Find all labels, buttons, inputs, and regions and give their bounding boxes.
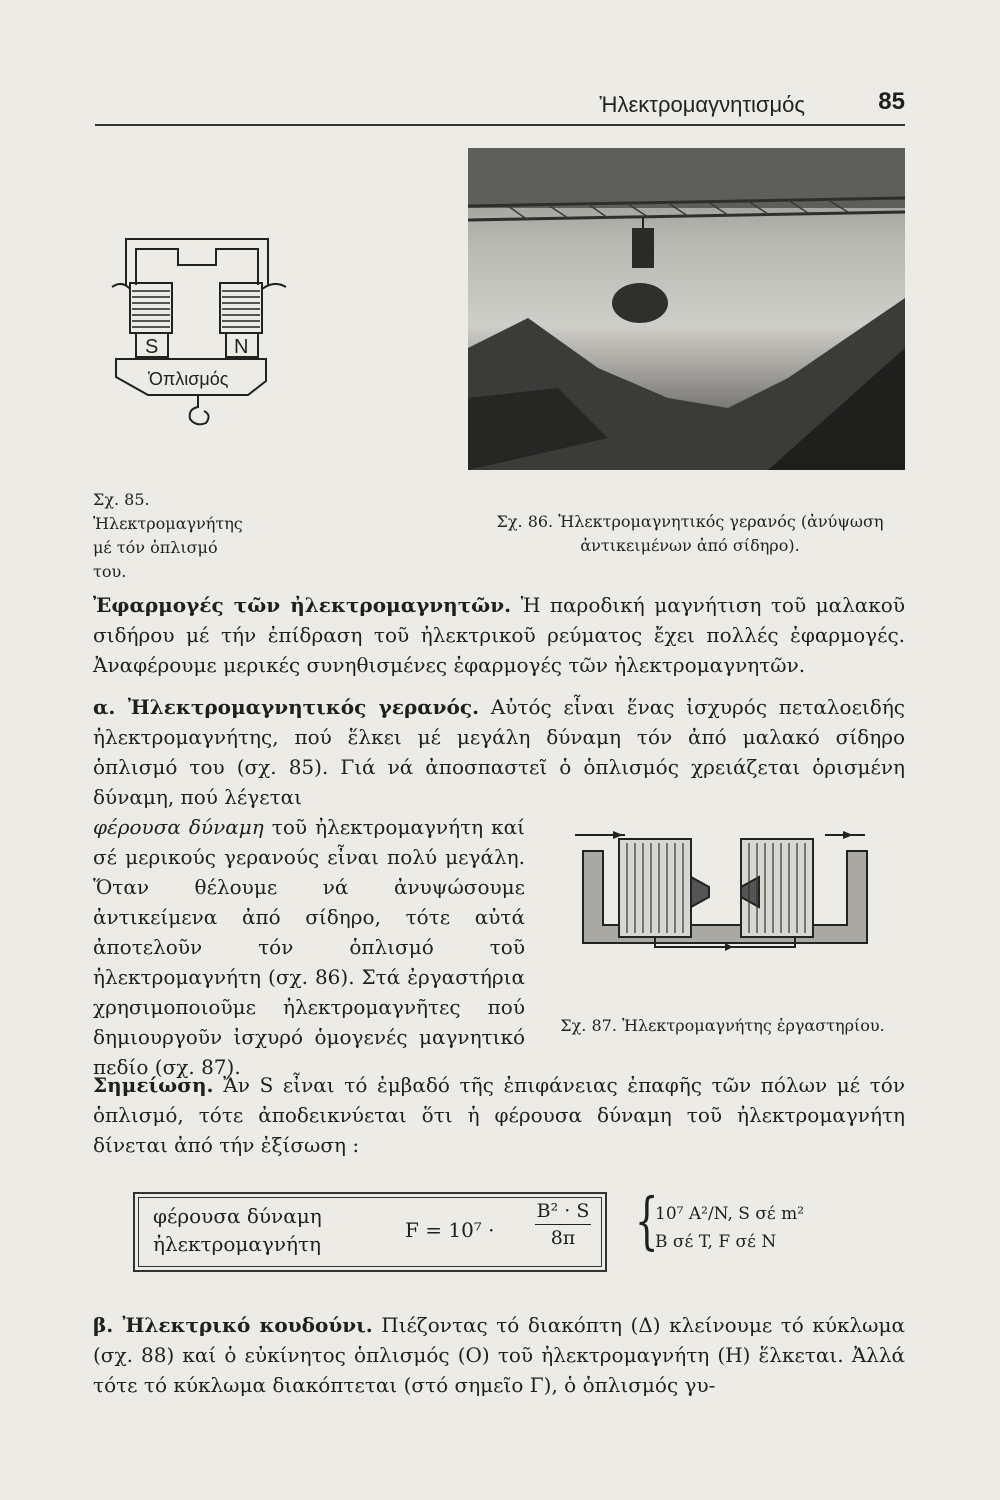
units-line2: B σέ T, F σέ N [655, 1232, 777, 1252]
paragraph-crane-continued-body: τοῦ ἠλεκτρομαγνήτη καί σέ μερικούς γερανούς εἶναι πολύ μεγάλη. Ὅταν θέλουμε νά ἀνυψώσουμε ἀντικείμενα ἀπό σίδηρο, τότε αὐτά ἀποτελοῦν τόν ὁπλισμό τοῦ ἠλεκτρομαγνήτη (σχ. 86). Στά ἐργαστήρια χρησιμοποιοῦμε ἠλεκτρομαγνῆτες πού δημιουργοῦν ἰσχυρό ὁμογενές μαγνητικό πεδίο (σχ. 87). [93, 815, 525, 1079]
equation-fraction [535, 1200, 591, 1249]
section-title-applications: Ἐφαρμογές τῶν ἠλεκτρομαγνητῶν. [93, 593, 512, 617]
paragraph-applications-body: Ἡ παροδική μαγνήτιση τοῦ μαλακοῦ σιδήρου μέ τήν ἐπίδραση τοῦ ἠλεκτρικοῦ ρεύματος ἔχει πολλές ἐφαρμογές. Ἀναφέρουμε μερικές συνηθισμένες ἐφαρμογές τῶν ἠλεκτρομαγνητῶν. [93, 593, 906, 677]
label-S: S [145, 336, 159, 358]
paragraph-bell [93, 1310, 905, 1400]
equation-numerator: B² · S [535, 1200, 591, 1225]
paragraph-crane-body: Αὐτός εἶναι ἕνας ἰσχυρός πεταλοειδής ἠλεκτρομαγνήτης, πού ἕλκει μέ μεγάλη δύναμη τόν ἀπό μαλακό σίδηρο ὁπλισμό του (σχ. 85). Γιά νά ἀποσπαστεῖ ὁ ὁπλισμός χρειάζεται ὁρισμένη δύναμη, πού λέγεται [93, 695, 905, 809]
paragraph-crane-continued [93, 812, 525, 1082]
equation-denominator: 8π [550, 1227, 576, 1249]
equation-units [655, 1200, 804, 1256]
figure-87-lab-electromagnet [575, 825, 875, 985]
paragraph-applications [93, 590, 905, 680]
paragraph-note-body: Ἄν S εἶναι τό ἐμβαδό τῆς ἐπιφάνειας ἐπαφῆς τῶν πόλων μέ τόν ὁπλισμό, τότε ἀποδεικνύεται ὅτι ἡ φέρουσα δύναμη τοῦ ἠλεκτρομαγνήτη δίνεται ἀπό τήν ἐξίσωση : [93, 1073, 906, 1157]
page-number: 85 [878, 88, 905, 115]
units-brace: { [634, 1184, 659, 1257]
page-header [95, 88, 905, 126]
running-head: Ἠλεκτρομαγνητισμός [599, 92, 805, 117]
paragraph-note [93, 1070, 905, 1160]
label-N: N [234, 336, 249, 358]
equation-lhs: F = 10⁷ · [405, 1218, 495, 1242]
equation-name-line1: φέρουσα δύναμη [153, 1204, 322, 1228]
section-title-bell: β. Ἠλεκτρικό κουδούνι. [93, 1313, 373, 1337]
equation-name-line2: ἠλεκτρομαγνήτη [153, 1232, 322, 1256]
equation-name [153, 1202, 322, 1258]
figure-86-caption: Σχ. 86. Ἠλεκτρομαγνητικός γερανός (ἀνύψωση ἀντικειμένων ἀπό σίδηρο). [496, 512, 884, 555]
paragraph-bell-body: Πιέζοντας τό διακόπτη (Δ) κλείνουμε τό κύκλωμα (σχ. 88) καί ὁ εὐκίνητος ὁπλισμός (Ο) τοῦ ἠλεκτρομαγνήτη (Η) ἕλκεται. Ἀλλά τότε τό κύκλωμα διακόπτεται (στό σημεῖο Γ), ὁ ὁπλισμός γυ- [93, 1313, 905, 1397]
equation-box [133, 1192, 607, 1272]
units-line1: 10⁷ A²/N, S σέ m² [655, 1204, 805, 1224]
figure-85-caption: Σχ. 85. Ἠλεκτρομαγνήτης μέ τόν ὁπλισμό του. [93, 490, 243, 581]
section-title-crane: α. Ἠλεκτρομαγνητικός γερανός. [93, 695, 480, 719]
figure-86-crane-photo [468, 148, 905, 470]
term-bearing-force: φέρουσα δύναμη [93, 815, 264, 839]
figure-87-caption: Σχ. 87. Ἠλεκτρομαγνήτης ἐργαστηρίου. [560, 1016, 885, 1035]
note-title: Σημείωση. [93, 1073, 214, 1097]
label-armature: Ὁπλισμός [148, 369, 229, 389]
figure-85-electromagnet [108, 225, 308, 435]
paragraph-crane [93, 692, 905, 812]
